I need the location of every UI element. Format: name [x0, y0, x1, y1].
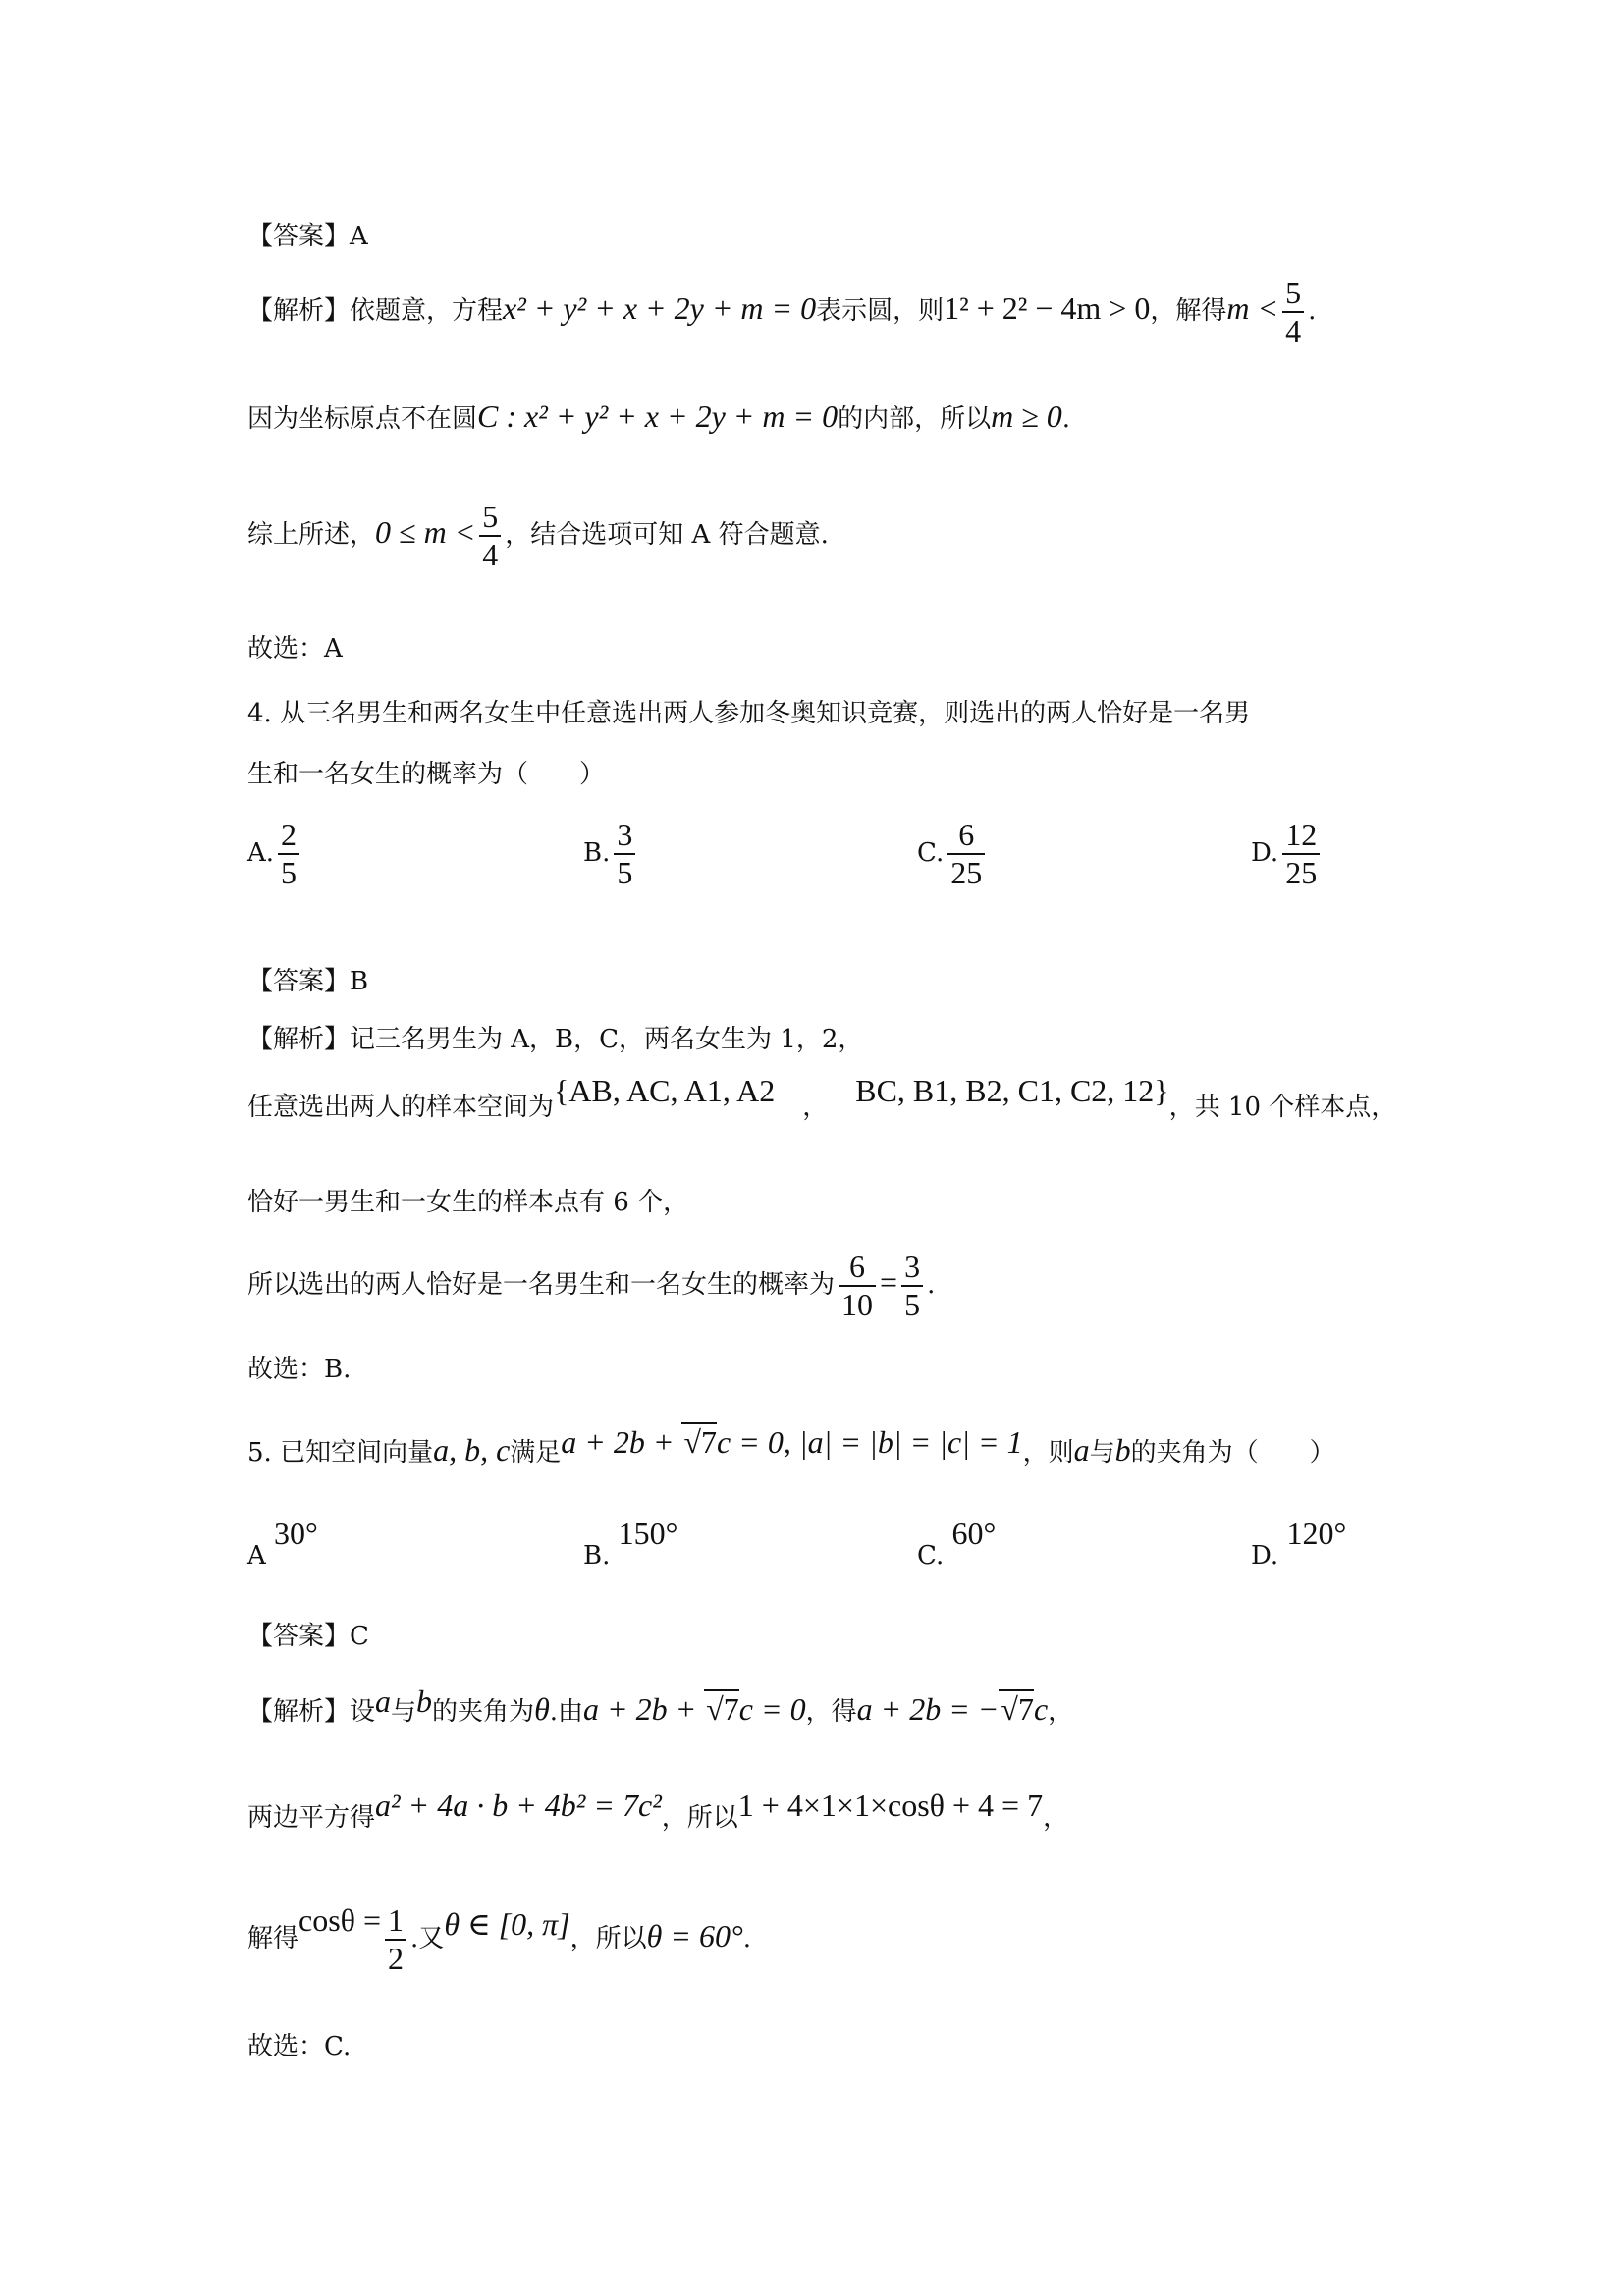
fraction: $\frac{6}{10}$	[839, 1249, 876, 1323]
q4-option-b: B. $\frac{3}{5}$	[583, 817, 639, 891]
sample-space-part2: BC, B1, B2, C1, C2, 12}	[855, 1073, 1169, 1108]
q3-analysis-line2: 因为坐标原点不在圆C : x² + y² + x + 2y + m = 0的内部，所以m ≥ 0.	[247, 399, 1071, 434]
q4-option-c: C. $\frac{6}{25}$	[917, 817, 989, 891]
q4-option-d: D. $\frac{12}{25}$	[1251, 817, 1324, 891]
q5-analysis-line3: 解得cosθ = $\frac{1}{2}$ .又θ ∈ [0, π]，所以θ = 60°.	[247, 1901, 752, 1976]
q4-analysis-line3: 恰好一男生和一女生的样本点有 6 个，	[247, 1188, 689, 1217]
analysis-label: 【解析】	[247, 1025, 351, 1054]
q5-stem: 5. 已知空间向量a, b, c满足a + 2b + √7c = 0, |a| = |b| = |c| = 1，则a与b的夹角为（ ）	[247, 1424, 1335, 1468]
q3-analysis-line3: 综上所述，0 ≤ m < $\frac{5}{4}$ ，结合选项可知 A 符合题意.	[247, 499, 829, 572]
fraction: $\frac{6}{25}$	[947, 817, 985, 891]
circle-equation: x² + y² + x + 2y + m = 0	[503, 290, 817, 326]
inequality: 1² + 2² − 4m > 0	[944, 290, 1151, 326]
q4-stem-line2: 生和一名女生的概率为（ ）	[247, 760, 606, 789]
vector-equation: a + 2b + √7c = 0	[583, 1691, 806, 1727]
fraction: $\frac{1}{2}$	[385, 1902, 406, 1977]
q4-analysis-line1: 【解析】记三名男生为 A，B，C，两名女生为 1，2，	[247, 1025, 864, 1054]
q3-answer: 【答案】A	[247, 222, 368, 251]
vector-equation-2: a + 2b = −√7c	[856, 1691, 1049, 1727]
q5-choose: 故选：C.	[247, 2032, 352, 2061]
q4-choose: 故选：B.	[247, 1355, 352, 1384]
q5-option-a: A 30°	[247, 1516, 318, 1571]
squared-equation: a² + 4a · b + 4b² = 7c²	[375, 1788, 662, 1823]
fraction: $\frac{12}{25}$	[1282, 817, 1320, 891]
sample-space-part1: {AB, AC, A1, A2	[554, 1073, 776, 1108]
q5-option-d: D. 120°	[1251, 1516, 1347, 1571]
fraction: $\frac{2}{5}$	[278, 817, 299, 891]
vector-condition: a + 2b + √7c = 0, |a| = |b| = |c| = 1	[561, 1424, 1023, 1460]
q4-analysis-line4: 所以选出的两人恰好是一名男生和一名女生的概率为 $\frac{6}{10}$ = $\frac{3}{5}$ .	[247, 1249, 936, 1322]
q5-option-c: C. 60°	[917, 1516, 997, 1571]
q5-analysis-line1: 【解析】设a与b的夹角为θ.由a + 2b + √7c = 0，得a + 2b = −√7c，	[247, 1683, 1074, 1727]
fraction: $\frac{3}{5}$	[901, 1249, 923, 1323]
q5-analysis-line2: 两边平方得a² + 4a · b + 4b² = 7c²，所以1 + 4×1×1×cosθ + 4 = 7，	[247, 1788, 1069, 1833]
q3-analysis-line1: 【解析】依题意，方程x² + y² + x + 2y + m = 0表示圆，则1² + 2² − 4m > 0，解得m < $\frac{5}{4}$ .	[247, 275, 1317, 348]
circle-c-equation: C : x² + y² + x + 2y + m = 0	[477, 399, 839, 434]
analysis-label: 【解析】	[247, 1697, 351, 1727]
q4-option-a: A. $\frac{2}{5}$	[247, 817, 303, 891]
analysis-label: 【解析】	[247, 295, 351, 326]
q4-stem-line1: 4. 从三名男生和两名女生中任意选出两人参加冬奥知识竞赛，则选出的两人恰好是一名男	[247, 699, 1251, 728]
q5-answer: 【答案】C	[247, 1622, 369, 1651]
vectors: a, b, c	[433, 1432, 511, 1468]
q4-answer: 【答案】B	[247, 967, 369, 996]
fraction: $\frac{5}{4}$	[1282, 275, 1304, 349]
q4-analysis-line2: 任意选出两人的样本空间为{AB, AC, A1, A2 ， BC, B1, B2, C1, C2, 12}，共 10 个样本点，	[247, 1073, 1397, 1122]
fraction: $\frac{3}{5}$	[614, 817, 635, 891]
cos-equation: 1 + 4×1×1×cosθ + 4 = 7	[737, 1788, 1044, 1823]
q5-option-b: B. 150°	[583, 1516, 678, 1571]
fraction: $\frac{5}{4}$	[479, 499, 501, 573]
q3-choose: 故选：A	[247, 634, 343, 664]
